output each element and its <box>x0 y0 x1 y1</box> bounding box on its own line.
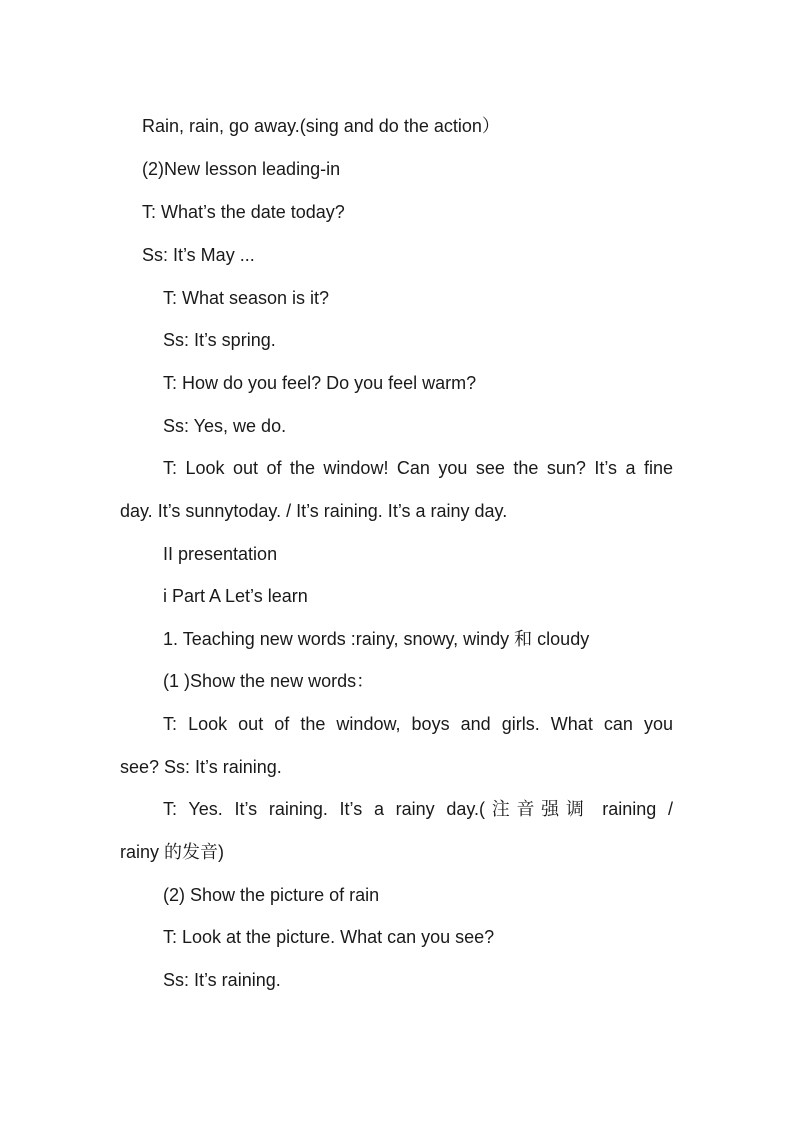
text-line-5: T: What season is it? <box>163 288 330 308</box>
text-line-7: T: How do you feel? Do you feel warm? <box>163 373 477 393</box>
text-line-1: Rain, rain, go away.(sing and do the action） <box>142 116 500 136</box>
text-line-2: (2)New lesson leading-in <box>142 159 341 179</box>
text-line-18: rainy 的发音) <box>120 842 225 862</box>
text-line-16: see? Ss: It’s raining. <box>120 757 282 777</box>
text-line-19: (2) Show the picture of rain <box>163 885 380 905</box>
text-line-10: day. It’s sunnytoday. / It’s raining. It’s a rainy day. <box>120 501 508 521</box>
text-line-3: T: What’s the date today? <box>142 202 345 222</box>
text-line-6: Ss: It’s spring. <box>163 330 276 350</box>
text-line-17: T: Yes. It’s raining. It’s a rainy day.(注音强调 raining / <box>163 799 673 819</box>
text-line-4: Ss: It’s May ... <box>142 245 255 265</box>
text-line-21: Ss: It’s raining. <box>163 970 281 990</box>
text-line-8: Ss: Yes, we do. <box>163 416 287 436</box>
text-line-15: T: Look out of the window, boys and girls. What can you <box>163 714 673 734</box>
text-line-12: i Part A Let’s learn <box>163 586 308 606</box>
text-line-9: T: Look out of the window! Can you see the sun? It’s a fine <box>163 458 673 478</box>
text-line-20: T: Look at the picture. What can you see? <box>163 927 495 947</box>
text-line-13: 1. Teaching new words :rainy, snowy, windy 和 cloudy <box>163 629 590 649</box>
text-line-11: II presentation <box>163 544 278 564</box>
text-line-14: (1 )Show the new words： <box>163 671 375 691</box>
